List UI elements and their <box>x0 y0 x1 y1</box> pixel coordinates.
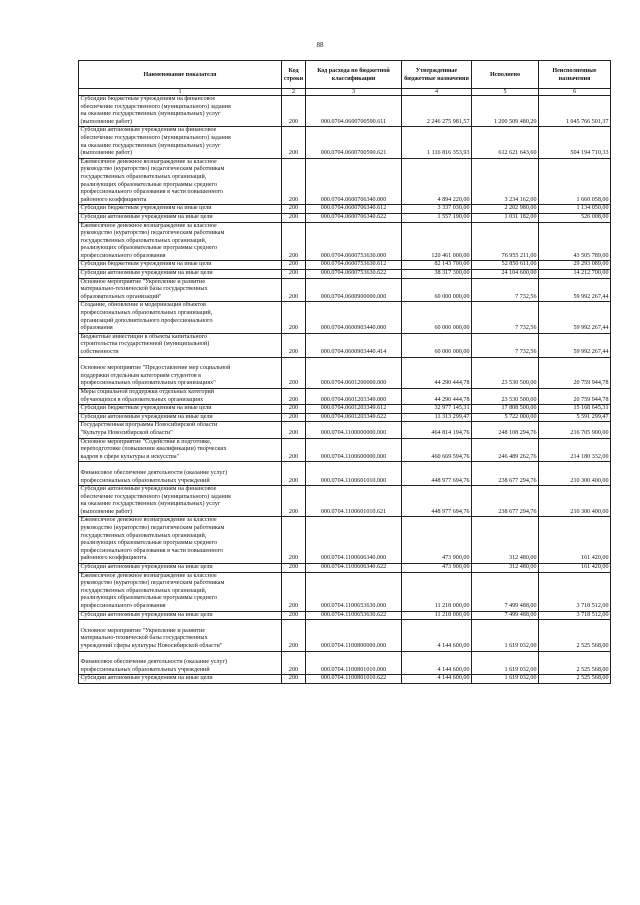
page-number: 88 <box>316 41 324 49</box>
table-row <box>79 222 611 261</box>
unexecuted-amount: 5 591 299,47 <box>539 413 611 422</box>
column-number: 5 <box>472 89 539 96</box>
approved-amount: 473 900,00 <box>402 564 472 573</box>
budget-code: 000.0704.1100606340.622 <box>306 564 402 573</box>
executed-amount: 7 732,56 <box>472 302 539 333</box>
executed-amount: 23 530 500,00 <box>472 388 539 404</box>
unexecuted-amount: 15 168 645,31 <box>539 405 611 414</box>
approved-amount: 60 000 000,00 <box>402 278 472 302</box>
column-number: 6 <box>539 89 611 96</box>
executed-amount: 3 234 162,00 <box>472 158 539 205</box>
row-code: 200 <box>282 651 306 675</box>
table-row <box>79 413 611 422</box>
header-unexecuted: Неисполненные назначения <box>539 61 611 89</box>
unexecuted-amount: 2 525 568,00 <box>539 651 611 675</box>
approved-amount: 32 977 145,31 <box>402 405 472 414</box>
budget-code: 000.0704.1100601010.000 <box>306 462 402 486</box>
unexecuted-amount: 161 420,00 <box>539 517 611 564</box>
approved-amount: 60 000 000,00 <box>402 333 472 357</box>
header-executed: Исполнено <box>472 61 539 89</box>
table-row <box>79 462 611 486</box>
table-row <box>79 405 611 414</box>
row-code: 200 <box>282 261 306 270</box>
header-row <box>79 61 611 89</box>
budget-code: 000.0704.1100653630.000 <box>306 572 402 611</box>
row-name: Субсидии автономным учреждениям на иные цели <box>79 413 282 422</box>
row-code: 200 <box>282 357 306 388</box>
unexecuted-amount: 3 718 512,00 <box>539 572 611 611</box>
unexecuted-amount: 2 525 568,00 <box>539 675 611 684</box>
unexecuted-amount: 214 180 332,00 <box>539 438 611 462</box>
executed-amount: 238 677 294,76 <box>472 486 539 517</box>
table-row <box>79 333 611 357</box>
row-name: Ежемесячное денежное вознаграждение за классное руководство (кураторство) педагогическим работникам государственных образовательных организаций, реализующих образовательные программы среднего профессионального образования <box>79 222 282 261</box>
table-row <box>79 651 611 675</box>
budget-code: 000.0704.1100800000.000 <box>306 620 402 651</box>
column-number: 2 <box>282 89 306 96</box>
budget-code: 000.0704.0601203349.622 <box>306 413 402 422</box>
approved-amount: 460 669 594,76 <box>402 438 472 462</box>
executed-amount: 612 621 643,60 <box>472 127 539 158</box>
table-row <box>79 278 611 302</box>
executed-amount: 312 480,00 <box>472 517 539 564</box>
approved-amount: 11 218 000,00 <box>402 572 472 611</box>
budget-code: 000.0704.0601203349.612 <box>306 405 402 414</box>
table-row <box>79 572 611 611</box>
budget-code: 000.0704.0600900000.000 <box>306 278 402 302</box>
column-number-row <box>79 89 611 96</box>
executed-amount: 23 530 500,00 <box>472 357 539 388</box>
column-number: 1 <box>79 89 282 96</box>
row-name: Ежемесячное денежное вознаграждение за классное руководство (кураторство) педагогическим работникам государственных образовательных организаций, реализующих образовательные программы среднего профессионального образования в части повышенного районного коэффициента <box>79 158 282 205</box>
executed-amount: 1 619 032,00 <box>472 651 539 675</box>
budget-code: 000.0704.0600903440.414 <box>306 333 402 357</box>
executed-amount: 246 489 262,76 <box>472 438 539 462</box>
row-name: Субсидии автономным учреждениям на иные цели <box>79 270 282 279</box>
unexecuted-amount: 2 525 568,00 <box>539 620 611 651</box>
row-name: Ежемесячное денежное вознаграждение за классное руководство (кураторство) педагогическим работникам государственных образовательных организаций, реализующих образовательные программы среднего профессионального образования в части повышенного районного коэффициента <box>79 517 282 564</box>
header-budget-code: Код расхода по бюджетной классификации <box>306 61 402 89</box>
row-code: 200 <box>282 564 306 573</box>
executed-amount: 1 031 182,00 <box>472 213 539 222</box>
executed-amount: 52 850 611,00 <box>472 261 539 270</box>
approved-amount: 11 313 299,47 <box>402 413 472 422</box>
approved-amount: 4 144 600,00 <box>402 620 472 651</box>
approved-amount: 448 977 694,76 <box>402 486 472 517</box>
table-row <box>79 564 611 573</box>
approved-amount: 60 000 000,00 <box>402 302 472 333</box>
column-number: 4 <box>402 89 472 96</box>
unexecuted-amount: 1 660 058,00 <box>539 158 611 205</box>
budget-code: 000.0704.0600903440.000 <box>306 302 402 333</box>
row-code: 200 <box>282 611 306 620</box>
row-code: 200 <box>282 438 306 462</box>
row-name: Субсидии бюджетным учреждениям на иные цели <box>79 405 282 414</box>
budget-code: 000.0704.0601200000.000 <box>306 357 402 388</box>
table-row <box>79 388 611 404</box>
unexecuted-amount: 43 505 789,00 <box>539 222 611 261</box>
budget-code: 000.0704.1100606340.000 <box>306 517 402 564</box>
row-code: 200 <box>282 270 306 279</box>
row-code: 200 <box>282 333 306 357</box>
approved-amount: 3 337 030,00 <box>402 205 472 214</box>
unexecuted-amount: 3 718 512,00 <box>539 611 611 620</box>
unexecuted-amount: 20 759 944,78 <box>539 357 611 388</box>
row-code: 200 <box>282 675 306 684</box>
budget-code: 000.0704.0600700590.611 <box>306 96 402 127</box>
header-row-code: Код строки <box>282 61 306 89</box>
column-number: 3 <box>306 89 402 96</box>
table-row <box>79 205 611 214</box>
row-name: Ежемесячное денежное вознаграждение за классное руководство (кураторство) педагогическим работникам государственных образовательных организаций, реализующих образовательные программы среднего профессионального образования <box>79 572 282 611</box>
row-code: 200 <box>282 517 306 564</box>
table-row <box>79 486 611 517</box>
approved-amount: 1 557 190,00 <box>402 213 472 222</box>
row-name: Субсидии автономным учреждениям на иные цели <box>79 213 282 222</box>
approved-amount: 44 290 444,78 <box>402 357 472 388</box>
row-name: Создание, обновление и модернизация объектов профессиональных образовательных организаций, организаций дополнительного профессионального образования <box>79 302 282 333</box>
unexecuted-amount: 504 194 710,33 <box>539 127 611 158</box>
unexecuted-amount: 20 759 944,78 <box>539 388 611 404</box>
executed-amount: 238 677 294,76 <box>472 462 539 486</box>
table-row <box>79 517 611 564</box>
row-code: 200 <box>282 205 306 214</box>
row-name: Основное мероприятие "Укрепление и развитие материально-технической базы государственных учреждений сферы культуры Новосибирской области" <box>79 620 282 651</box>
row-name: Государственная программа Новосибирской области "Культура Новосибирской области" <box>79 422 282 438</box>
unexecuted-amount: 29 293 089,00 <box>539 261 611 270</box>
approved-amount: 464 814 194,76 <box>402 422 472 438</box>
approved-amount: 44 290 444,78 <box>402 388 472 404</box>
row-code: 200 <box>282 620 306 651</box>
row-code: 200 <box>282 422 306 438</box>
row-name: Субсидии бюджетным учреждениям на финансовое обеспечение государственного (муниципального) задания на оказание государственных (муниципальных) услуг (выполнение работ) <box>79 96 282 127</box>
unexecuted-amount: 210 300 400,00 <box>539 462 611 486</box>
table-row <box>79 158 611 205</box>
executed-amount: 1 619 032,00 <box>472 675 539 684</box>
header-approved: Утвержденные бюджетные назначения <box>402 61 472 89</box>
header-name: Наименование показателя <box>79 61 282 89</box>
table-row <box>79 261 611 270</box>
table-row <box>79 213 611 222</box>
table-row <box>79 422 611 438</box>
approved-amount: 4 144 600,00 <box>402 675 472 684</box>
approved-amount: 82 143 700,00 <box>402 261 472 270</box>
approved-amount: 4 144 600,00 <box>402 651 472 675</box>
row-name: Бюджетные инвестиции в объекты капитального строительства государственной (муниципальной) собственности <box>79 333 282 357</box>
unexecuted-amount: 161 420,00 <box>539 564 611 573</box>
budget-code: 000.0704.1100601010.621 <box>306 486 402 517</box>
unexecuted-amount: 59 992 267,44 <box>539 302 611 333</box>
row-name: Финансовое обеспечение деятельности (оказание услуг) профессиональных образовательных учреждений <box>79 462 282 486</box>
budget-code: 000.0704.1100653630.622 <box>306 611 402 620</box>
row-code: 200 <box>282 127 306 158</box>
executed-amount: 7 499 488,00 <box>472 572 539 611</box>
row-name: Меры социальной поддержки отдельных категорий обучающихся в образовательных организациях <box>79 388 282 404</box>
budget-code: 000.0704.1100600000.000 <box>306 438 402 462</box>
row-name: Субсидии бюджетным учреждениям на иные цели <box>79 205 282 214</box>
row-code: 200 <box>282 158 306 205</box>
budget-code: 000.0704.0600700590.621 <box>306 127 402 158</box>
row-name: Субсидии автономным учреждениям на иные цели <box>79 675 282 684</box>
budget-code: 000.0704.0600706340.612 <box>306 205 402 214</box>
table-row <box>79 675 611 684</box>
row-name: Финансовое обеспечение деятельности (оказание услуг) профессиональных образовательных учреждений <box>79 651 282 675</box>
approved-amount: 2 246 275 981,57 <box>402 96 472 127</box>
row-code: 200 <box>282 278 306 302</box>
unexecuted-amount: 59 992 267,44 <box>539 333 611 357</box>
budget-code: 000.0704.1100801010.000 <box>306 651 402 675</box>
approved-amount: 473 900,00 <box>402 517 472 564</box>
approved-amount: 1 116 816 353,93 <box>402 127 472 158</box>
executed-amount: 5 722 000,00 <box>472 413 539 422</box>
row-code: 200 <box>282 388 306 404</box>
row-code: 200 <box>282 413 306 422</box>
budget-code: 000.0704.1100801010.622 <box>306 675 402 684</box>
unexecuted-amount: 1 045 766 501,37 <box>539 96 611 127</box>
row-name: Субсидии автономным учреждениям на финансовое обеспечение государственного (муниципального) задания на оказание государственных (муниципальных) услуг (выполнение работ) <box>79 486 282 517</box>
row-code: 200 <box>282 96 306 127</box>
unexecuted-amount: 14 212 700,00 <box>539 270 611 279</box>
executed-amount: 7 732,56 <box>472 333 539 357</box>
row-code: 200 <box>282 222 306 261</box>
row-name: Субсидии автономным учреждениям на иные цели <box>79 564 282 573</box>
executed-amount: 1 619 032,00 <box>472 620 539 651</box>
row-code: 200 <box>282 462 306 486</box>
unexecuted-amount: 1 134 050,00 <box>539 205 611 214</box>
table-row <box>79 270 611 279</box>
row-name: Субсидии бюджетным учреждениям на иные цели <box>79 261 282 270</box>
budget-code: 000.0704.0600753630.000 <box>306 222 402 261</box>
row-code: 200 <box>282 572 306 611</box>
table-row <box>79 302 611 333</box>
budget-code: 000.0704.0600706340.000 <box>306 158 402 205</box>
unexecuted-amount: 59 992 267,44 <box>539 278 611 302</box>
approved-amount: 120 461 000,00 <box>402 222 472 261</box>
budget-code: 000.0704.0601203349.000 <box>306 388 402 404</box>
executed-amount: 1 200 509 480,20 <box>472 96 539 127</box>
unexecuted-amount: 216 705 900,00 <box>539 422 611 438</box>
row-code: 200 <box>282 486 306 517</box>
row-name: Субсидии автономным учреждениям на финансовое обеспечение государственного (муниципального) задания на оказание государственных (муниципальных) услуг (выполнение работ) <box>79 127 282 158</box>
unexecuted-amount: 210 300 400,00 <box>539 486 611 517</box>
table-row <box>79 357 611 388</box>
table-row <box>79 620 611 651</box>
budget-code: 000.0704.1100000000.000 <box>306 422 402 438</box>
row-name: Основное мероприятие "Содействие в подготовке, переподготовке (повышении квалификации) творческих кадров в сфере культуры и искусства" <box>79 438 282 462</box>
approved-amount: 11 218 000,00 <box>402 611 472 620</box>
approved-amount: 4 894 220,00 <box>402 158 472 205</box>
executed-amount: 24 104 600,00 <box>472 270 539 279</box>
table-row <box>79 96 611 127</box>
executed-amount: 2 202 980,00 <box>472 205 539 214</box>
approved-amount: 448 977 694,76 <box>402 462 472 486</box>
row-name: Основное мероприятие "Укрепление и развитие материально-технической базы государственных образовательных организаций" <box>79 278 282 302</box>
executed-amount: 7 732,56 <box>472 278 539 302</box>
table-row <box>79 127 611 158</box>
table-row <box>79 611 611 620</box>
row-name: Субсидии автономным учреждениям на иные цели <box>79 611 282 620</box>
executed-amount: 7 499 488,00 <box>472 611 539 620</box>
approved-amount: 38 317 300,00 <box>402 270 472 279</box>
row-code: 200 <box>282 405 306 414</box>
table-row <box>79 438 611 462</box>
executed-amount: 312 480,00 <box>472 564 539 573</box>
budget-code: 000.0704.0600753630.622 <box>306 270 402 279</box>
executed-amount: 76 955 211,00 <box>472 222 539 261</box>
executed-amount: 248 108 294,76 <box>472 422 539 438</box>
row-code: 200 <box>282 302 306 333</box>
row-code: 200 <box>282 213 306 222</box>
unexecuted-amount: 526 008,00 <box>539 213 611 222</box>
executed-amount: 17 808 500,00 <box>472 405 539 414</box>
budget-code: 000.0704.0600706340.622 <box>306 213 402 222</box>
budget-execution-table <box>78 60 611 684</box>
budget-code: 000.0704.0600753630.612 <box>306 261 402 270</box>
row-name: Основное мероприятие "Предоставление мер социальной поддержки отдельным категориям студентов в профессиональных образовательных организациях" <box>79 357 282 388</box>
